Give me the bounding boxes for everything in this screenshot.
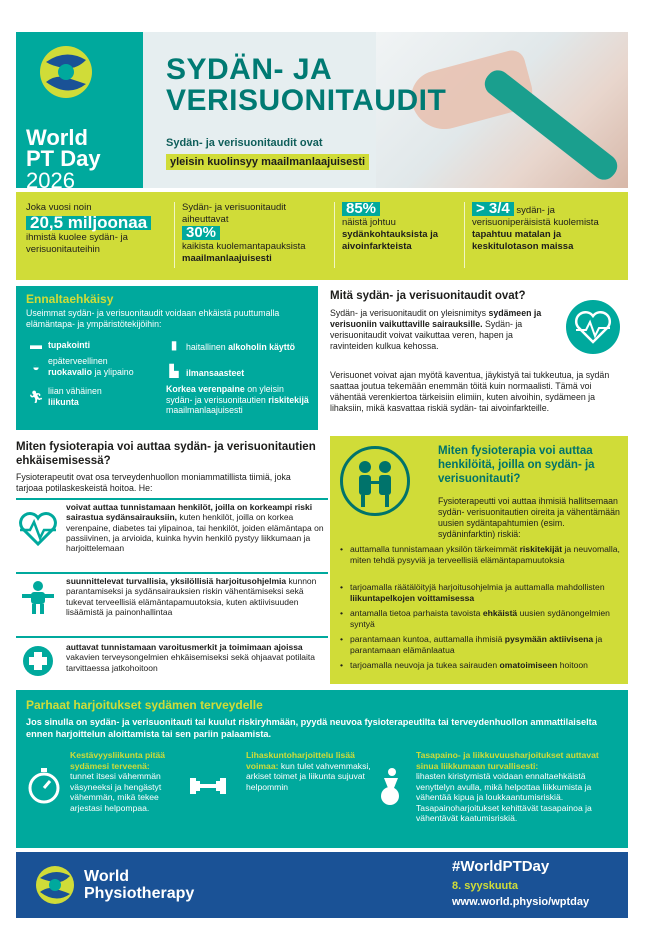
heart-pulse-icon	[18, 512, 58, 546]
physio-point-3-bold: auttavat tunnistamaan varoitusmerkit ja toimimaan ajoissa	[66, 642, 303, 652]
endurance-text: tunnet itsesi vähemmän väsyneeksi ja hengästyt vähemmän, mikä tekee arjestasi helpompaa.	[70, 771, 162, 813]
globe-logo-icon	[38, 44, 94, 100]
stat-divider	[174, 202, 175, 268]
prevention-title: Ennaltaehkäisy	[26, 292, 114, 306]
endurance-head: Kestävyysliikunta pitää sydämesi terveenä:	[70, 750, 166, 771]
stat-1-big: 20,5 miljoonaa	[26, 216, 151, 230]
stat-3-pre: näistä johtuu	[342, 217, 396, 228]
stopwatch-icon	[24, 766, 64, 806]
stat-4-big: > 3/4	[472, 202, 514, 216]
exercise-endurance	[70, 750, 190, 813]
exercise-balance	[416, 750, 612, 824]
factor-diet	[48, 356, 168, 377]
page-title	[166, 53, 447, 117]
stat-divider	[334, 202, 335, 268]
exercise-strength	[246, 750, 374, 792]
physio-point-3-text: vakavien terveysongelmien ehkäisemiseksi sekä ohjaavat potilaita tarvittaessa jatkohoitoon	[66, 652, 315, 673]
divider	[16, 636, 328, 638]
living-point-1-post: ja neuvomalla, miten tehdä pysyviä ja terveellisiä elämäntapamuutoksia	[350, 544, 620, 565]
medical-cross-icon	[18, 644, 58, 678]
what-paragraph-1	[330, 308, 552, 352]
factor-bp-bold: Korkea verenpaine	[166, 384, 245, 394]
website-link[interactable]: www.world.physio/wptday	[452, 896, 590, 908]
factor-pollution: ilmansaasteet	[186, 368, 245, 378]
dumbbell-icon	[188, 766, 228, 806]
physio-point-1	[66, 502, 326, 553]
living-point-4	[340, 634, 624, 655]
physio-point-2-text: kunnon parantamiseksi ja sydänsairauksien riskin vähentämiseksi sekä tukevat terveellisiä elämäntapamuutoksia, kuten aktiivisuuden lisäämistä ja painonhallintaa	[66, 576, 317, 617]
stat-2-pre: Sydän- ja verisuonitaudit aiheuttavat	[182, 202, 287, 225]
cigarette-icon: ▬	[30, 338, 42, 352]
what-title: Mitä sydän- ja verisuonitaudit ovat?	[330, 290, 526, 302]
footer-logo-line-1: World	[84, 868, 130, 885]
physio-with-patient-icon	[340, 446, 410, 516]
factory-icon: ▙	[169, 364, 179, 378]
divider	[16, 572, 328, 574]
living-point-1	[340, 544, 624, 565]
physio-point-2	[66, 576, 326, 617]
living-point-5-bold: omatoimiseen	[499, 660, 558, 670]
divider	[16, 498, 328, 500]
factor-diet-bold: ruokavalio	[48, 366, 93, 377]
stat-divider	[464, 202, 465, 268]
living-point-2-bold: liikuntapelkojen voittamisessa	[350, 592, 475, 603]
living-point-4-post: ja parantamaan elämänlaatua	[350, 634, 603, 655]
exercise-box	[16, 690, 628, 848]
wine-bottle-icon: ▮	[170, 338, 178, 352]
factor-bp-bold2: riskitekijä	[268, 394, 309, 405]
footer	[16, 852, 628, 918]
living-point-4-bold: pysymään aktiivisena	[504, 634, 594, 644]
living-point-1-pre: auttamalla tunnistamaan yksilön tärkeimmät	[350, 544, 518, 554]
factor-alcohol	[186, 342, 316, 353]
stat-2-big: 30%	[182, 226, 220, 240]
stat-4-bold: tapahtuu matalan ja keskitulotason maissa	[472, 229, 574, 252]
what-p1-post: Sydän- ja verisuonitaudit voivat vaikuttaa veren, hapen ja ravinteiden kulkua kehossa.	[330, 319, 523, 351]
living-point-1-bold: riskitekijät	[519, 544, 563, 554]
world-physiotherapy-logo-icon	[34, 864, 76, 906]
living-with-cvd-box	[330, 436, 628, 684]
factor-activity-bold: liikunta	[48, 396, 79, 407]
factor-diet-pre: epäterveellinen	[48, 356, 108, 366]
balance-text: lihasten kiristymistä voidaan ennaltaehkäistä venyttelyn avulla, mikä helpottaa liikkumista ja vähentää kipua ja loukkaantumisriskiä. Tasapainoharjoitukset kehittävät tasapainoa ja vähentävät kaatumisriskiä.	[416, 771, 592, 823]
stat-share	[182, 202, 328, 265]
stat-3-bold: sydänkohtauksista ja aivoinfarkteista	[342, 229, 439, 252]
factor-activity-pre: liian vähäinen	[48, 386, 102, 396]
stat-2-bold: maailmanlaajuisesti	[182, 253, 272, 264]
living-point-2-pre: tarjoamalla räätälöityjä harjoitusohjelmia ja auttamalla mahdollisten	[350, 582, 605, 592]
physio-prevention-title: Miten fysioterapia voi auttaa sydän- ja verisuonitautien ehkäisemisessä?	[16, 441, 316, 467]
factor-bp-post: maailmanlaajuisesti	[166, 405, 243, 415]
what-p1-pre: Sydän- ja verisuonitaudit on yleisnimitys	[330, 308, 486, 318]
living-point-3-pre: antamalla tietoa parhaista tavoista	[350, 608, 481, 618]
heart-rate-icon	[566, 300, 620, 354]
living-point-3	[340, 608, 624, 629]
balance-head: Tasapaino- ja liikkuvuusharjoitukset auttavat sinua liikkumaan turvallisesti:	[416, 750, 599, 771]
stats-band	[16, 192, 628, 280]
living-point-5-post: hoitoon	[559, 660, 588, 670]
physio-point-1-bold: voivat auttaa tunnistamaan henkilöt, joilla on korkeampi riski sairastua sydänsairauksiin,	[66, 502, 313, 523]
stat-2-post: kaikista kuolemantapauksista	[182, 241, 306, 252]
stat-deaths	[26, 202, 166, 256]
physio-point-3	[66, 642, 326, 673]
title-line-1: SYDÄN- JA	[166, 53, 333, 86]
what-p1-bold: sydämeen ja verisuoniin vaikuttaville sairauksille.	[330, 308, 542, 329]
title-line-2: VERISUONITAUDIT	[166, 84, 447, 117]
prevention-box	[16, 286, 318, 430]
subtitle-highlight: yleisin kuolinsyy maailmanlaajuisesti	[166, 154, 369, 170]
living-point-3-post: uusien sydänongelmien syntyä	[350, 608, 610, 629]
logo-world: World	[26, 125, 88, 150]
world-pt-day-logo	[16, 32, 143, 188]
living-point-5-pre: tarjoamalla neuvoja ja tukea sairauden	[350, 660, 498, 670]
living-point-5	[340, 660, 624, 671]
prevention-intro: Useimmat sydän- ja verisuonitaudit voidaan ehkäistä puuttumalla elämäntapa- ja ympäristötekijöihin:	[26, 308, 280, 329]
factor-bp-mid: on yleisin sydän- ja verisuonitautien	[166, 384, 284, 405]
living-point-3-bold: ehkäistä	[482, 608, 518, 618]
strength-head: Lihaskuntoharjoittelu lisää voimaa:	[246, 750, 355, 771]
logo-year: 2026	[26, 168, 75, 188]
burger-icon: ◒	[32, 360, 40, 374]
exercise-intro: Jos sinulla on sydän- ja verisuonitauti tai kuulut riskiryhmään, pyydä neuvoa fysioterapeutilta tai terveydenhuollon ammattilaiselta ennen harjoittelun aloittamista tai sen pariin palaamista.	[26, 717, 597, 739]
event-date: 8. syyskuuta	[452, 880, 519, 892]
factor-smoking: tupakointi	[48, 340, 91, 350]
stat-heart-attacks	[342, 202, 462, 253]
living-point-4-pre: parantamaan kuntoa, auttamalla ihmisiä	[350, 634, 503, 644]
person-exercising-icon	[18, 580, 58, 614]
factor-alcohol-pre: haitallinen	[186, 342, 226, 352]
physio-point-1-text: kuten henkilöt, joilla on korkea verenpaine, diabetes tai ylipainoa, tai henkilöt, joiden elämäntapa on passiivinen, ja arvioida, kuinka hyvin henkilö pystyy liikkumaan ja harjoittelemaan	[66, 512, 324, 554]
stat-low-income	[472, 202, 622, 253]
header-banner	[16, 32, 628, 188]
factor-alcohol-bold: alkoholin käyttö	[228, 342, 296, 352]
factor-blood-pressure	[166, 384, 312, 416]
hashtag: #WorldPTDay	[452, 858, 550, 875]
living-intro: Fysioterapeutti voi auttaa ihmisiä hallitsemaan sydän- verisuonitautien oireita ja vähentämään uusien sydäntapahtumien (esim. sydäninfarktin) riskiä:	[438, 496, 620, 539]
what-paragraph-2: Verisuonet voivat ajan myötä kaventua, jäykistyä tai tukkeutua, ja sydän saattaa joutua tekemään enemmän töitä kuin normaalisti. Tämä voi vähentää verenkiertoa tärkeisiin elimiin, kuten aivoihin, sydämeen ja lihaksiin, mikä kasvattaa riskiä sydän- tai aivoinfarkteille.	[330, 370, 610, 413]
logo-pt-day: PT Day	[26, 146, 101, 171]
running-person-icon: 🏃︎	[28, 390, 44, 404]
living-point-2	[340, 582, 624, 603]
stat-1-post: ihmistä kuolee sydän- ja verisuonitauteihin	[26, 232, 128, 255]
exercise-title: Parhaat harjoitukset sydämen terveydelle	[26, 698, 263, 712]
stat-3-big: 85%	[342, 202, 380, 216]
stat-4-pre: sydän- ja verisuoniperäisistä kuolemista	[472, 205, 599, 228]
living-title: Miten fysioterapia voi auttaa henkilöitä, joilla on sydän- ja verisuonitauti?	[438, 445, 595, 485]
subtitle-line-1: Sydän- ja verisuonitaudit ovat	[166, 137, 323, 149]
footer-logo-line-2: Physiotherapy	[84, 885, 195, 902]
strength-text: kun tulet vahvemmaksi, arkiset toimet ja liikunta sujuvat helpommin	[246, 760, 371, 792]
factor-diet-post: ja ylipaino	[94, 366, 134, 377]
physio-prevention-intro: Fysioterapeutit ovat osa terveydenhuollon moniammatillista tiimiä, joka tarjoaa potilaskeskeistä hoitoa. He:	[16, 472, 291, 493]
factor-activity	[48, 386, 168, 407]
balance-ball-icon	[370, 766, 410, 806]
physio-point-2-bold: suunnittelevat turvallisia, yksilöllisiä harjoitusohjelmia	[66, 576, 287, 586]
stat-1-pre: Joka vuosi noin	[26, 202, 92, 213]
